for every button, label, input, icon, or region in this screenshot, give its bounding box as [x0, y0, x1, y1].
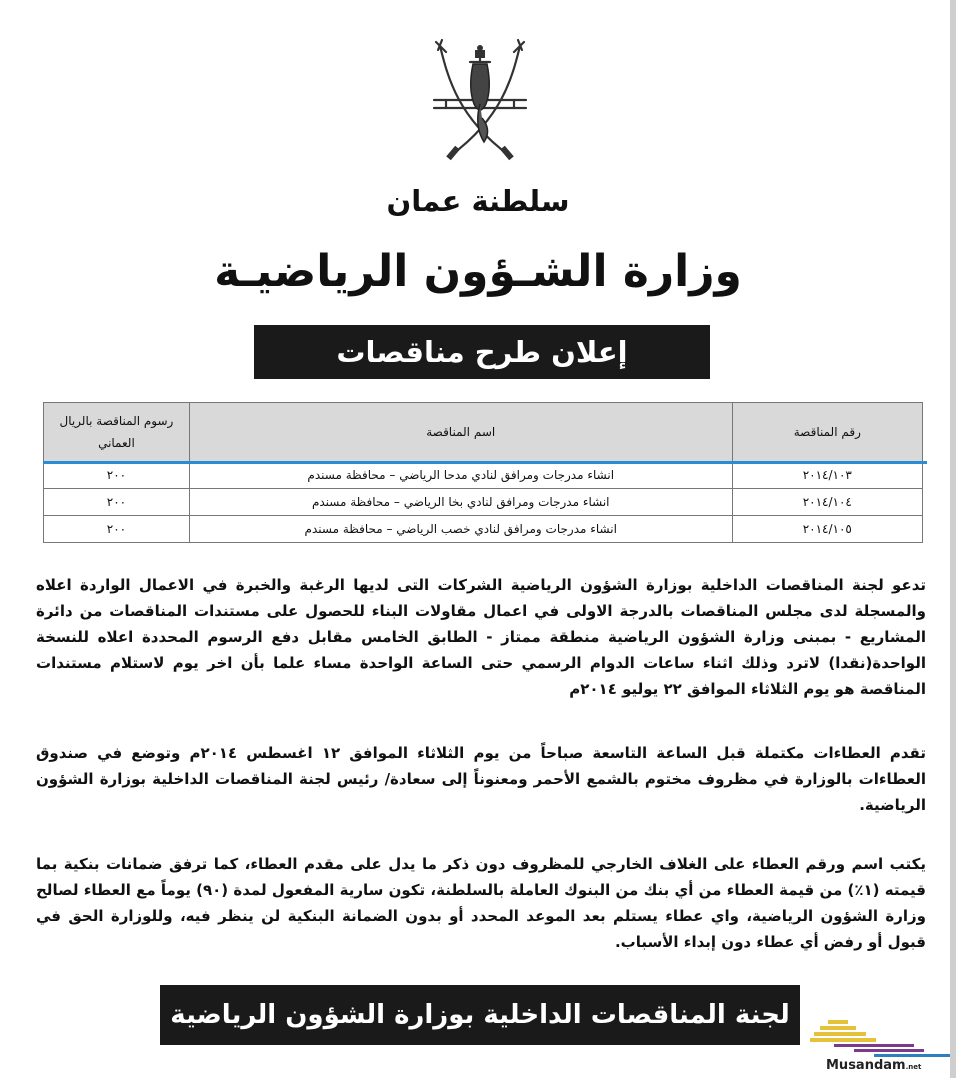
table-row	[44, 489, 923, 516]
tender-name: انشاء مدرجات ومرافق لنادي بخا الرياضي – محافظة مسندم	[189, 489, 732, 516]
watermark-logo-icon	[804, 1012, 954, 1064]
tender-fee: ٢٠٠	[44, 489, 190, 516]
header-tender-number: رقم المناقصة	[732, 403, 922, 462]
committee-footer: لجنة المناقصات الداخلية بوزارة الشؤون الرياضية	[160, 985, 800, 1045]
watermark-brand	[826, 1058, 921, 1073]
tender-number: ٢٠١٤/١٠٣	[732, 462, 922, 489]
tender-name: انشاء مدرجات ومرافق لنادي مدحا الرياضي – محافظة مسندم	[189, 462, 732, 489]
country-title: سلطنة عمان	[386, 184, 570, 218]
invitation-paragraph: تدعو لجنة المناقصات الداخلية بوزارة الشؤون الرياضية الشركات التى لديها الرغبة والخبرة في الاعمال الواردة اعلاه والمسجلة لدى مجلس المناقصات بالدرجة الاولى في اعمال مقاولات البناء للحصول على مستندات المناقصات من دائرة المشاريع - بمبنى وزارة الشؤون الرياضية منطقة ممتاز - الطابق الخامس مقابل دفع الرسوم المحددة اعلاه للنسخة الواحدة(نقدا) لاترد وذلك اثناء ساعات الدوام الرسمي حتى الساعة الواحدة مساء علما بأن اخر يوم لاستلام مستندات المناقصة هو يوم الثلاثاء الموافق ٢٢ يوليو ٢٠١٤م	[36, 576, 926, 698]
watermark-brand-suffix: .net	[905, 1063, 922, 1071]
header-tender-name: اسم المناقصة	[189, 403, 732, 462]
tender-fee: ٢٠٠	[44, 516, 190, 543]
tender-name: انشاء مدرجات ومرافق لنادي خصب الرياضي – محافظة مسندم	[189, 516, 732, 543]
tender-number: ٢٠١٤/١٠٥	[732, 516, 922, 543]
ministry-title: وزارة الشـؤون الرياضيـة	[214, 246, 742, 297]
tender-fee: ٢٠٠	[44, 462, 190, 489]
watermark-brand-name: Musandam	[826, 1058, 906, 1073]
table-header-row	[44, 403, 923, 462]
oman-national-emblem	[418, 38, 542, 166]
submission-paragraph: تقدم العطاءات مكتملة قبل الساعة التاسعة صباحاً من يوم الثلاثاء الموافق ١٢ اغسطس ٢٠١٤م وتوضع في صندوق العطاءات بالوزارة في مظروف مختوم بالشمع الأحمر ومعنوناً إلى سعادة/ رئيس لجنة المناقصات الداخلية بوزارة الشؤون الرياضية.	[36, 744, 926, 814]
header-tender-fee: رسوم المناقصة بالريال العماني	[44, 403, 190, 462]
table-row	[44, 462, 923, 489]
tenders-table	[43, 402, 923, 543]
page-edge	[950, 0, 956, 1078]
announcement-banner: إعلان طرح مناقصات	[254, 325, 710, 379]
table-row	[44, 516, 923, 543]
guarantee-paragraph: يكتب اسم ورقم العطاء على الغلاف الخارجي للمظروف دون ذكر ما يدل على مقدم العطاء، كما ترفق ضمانات بنكية بما قيمته (١٪) من قيمة العطاء من أي بنك من البنوك العاملة بالسلطنة، تكون سارية المفعول لمدة (٩٠) يوماً مع العطاء لصالح وزارة الشؤون الرياضية، واي عطاء يستلم بعد الموعد المحدد أو بدون الضمانة البنكية لن ينظر فيه، وللوزارة الحق في قبول أو رفض أي عطاء دون إبداء الأسباب.	[36, 855, 926, 951]
tender-number: ٢٠١٤/١٠٤	[732, 489, 922, 516]
header-divider-line	[43, 461, 927, 464]
